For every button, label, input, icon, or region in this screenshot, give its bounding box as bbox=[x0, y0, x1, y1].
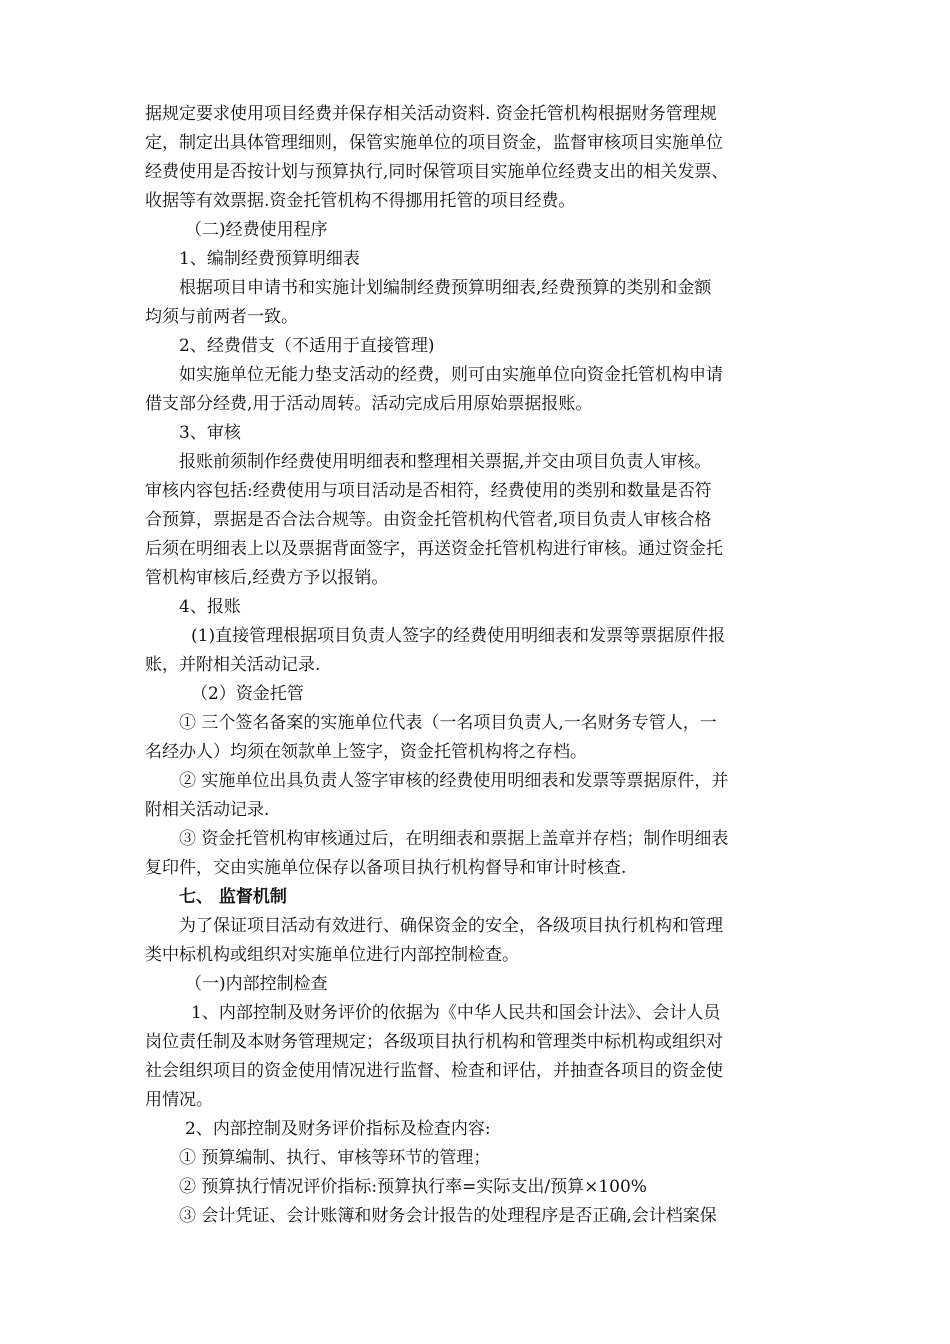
body-line: 定，制定出具体管理细则，保管实施单位的项目资金，监督审核项目实施单位 bbox=[145, 133, 723, 153]
body-line: 用情况。 bbox=[145, 1090, 213, 1110]
body-line: 合预算，票据是否合法合规等。由资金托管机构代管者,项目负责人审核合格 bbox=[145, 510, 712, 530]
body-line: 报账前须制作经费使用明细表和整理相关票据,并交由项目负责人审核。 bbox=[179, 452, 712, 472]
subsection-heading: （二)经费使用程序 bbox=[185, 220, 328, 240]
body-line: 据规定要求使用项目经费并保存相关活动资料. 资金托管机构根据财务管理规 bbox=[145, 104, 717, 124]
body-line: ② 预算执行情况评价指标:预算执行率=实际支出/预算×100% bbox=[179, 1177, 647, 1197]
item-heading: 4、报账 bbox=[179, 597, 241, 617]
body-line: 均须与前两者一致。 bbox=[145, 307, 298, 327]
item-heading: 2、经费借支（不适用于直接管理) bbox=[179, 336, 435, 356]
body-line: 如实施单位无能力垫支活动的经费，则可由实施单位向资金托管机构申请 bbox=[179, 365, 723, 385]
body-line: 账，并附相关活动记录. bbox=[145, 655, 321, 675]
body-line: 社会组织项目的资金使用情况进行监督、检查和评估，并抽查各项目的资金使 bbox=[145, 1061, 723, 1081]
body-line: 审核内容包括:经费使用与项目活动是否相符，经费使用的类别和数量是否符 bbox=[145, 481, 712, 501]
body-line: 管机构审核后,经费方予以报销。 bbox=[145, 568, 389, 588]
body-line: 收据等有效票据.资金托管机构不得挪用托管的项目经费。 bbox=[145, 191, 576, 211]
body-line: ③ 资金托管机构审核通过后，在明细表和票据上盖章并存档；制作明细表 bbox=[179, 829, 729, 849]
body-line: ① 三个签名备案的实施单位代表（一名项目负责人,一名财务专管人，一 bbox=[179, 713, 717, 733]
body-line: ① 预算编制、执行、审核等环节的管理； bbox=[179, 1148, 491, 1168]
body-line: 2、内部控制及财务评价指标及检查内容: bbox=[185, 1119, 491, 1139]
body-line: ③ 会计凭证、会计账簿和财务会计报告的处理程序是否正确,会计档案保 bbox=[179, 1206, 717, 1226]
body-line: ② 实施单位出具负责人签字审核的经费使用明细表和发票等票据原件，并 bbox=[179, 771, 729, 791]
body-line: 附相关活动记录. bbox=[145, 800, 270, 820]
section-heading: 七、 监督机制 bbox=[179, 887, 287, 907]
document-body bbox=[145, 100, 805, 1231]
body-line: 名经办人）均须在领款单上签字，资金托管机构将之存档。 bbox=[145, 742, 587, 762]
body-line: 1、内部控制及财务评价的依据为《中华人民共和国会计法》、会计人员 bbox=[191, 1003, 721, 1023]
subsection-heading: （一)内部控制检查 bbox=[185, 974, 328, 994]
body-line: 借支部分经费,用于活动周转。活动完成后用原始票据报账。 bbox=[145, 394, 593, 414]
body-line: 根据项目申请书和实施计划编制经费预算明细表,经费预算的类别和金额 bbox=[179, 278, 712, 298]
item-heading: 3、审核 bbox=[179, 423, 241, 443]
body-line: 岗位责任制及本财务管理规定；各级项目执行机构和管理类中标机构或组织对 bbox=[145, 1032, 723, 1052]
item-heading: （2）资金托管 bbox=[191, 684, 304, 704]
body-line: 复印件，交由实施单位保存以备项目执行机构督导和审计时核查. bbox=[145, 858, 627, 878]
item-heading: 1、编制经费预算明细表 bbox=[179, 249, 360, 269]
body-line: 为了保证项目活动有效进行、确保资金的安全，各级项目执行机构和管理 bbox=[179, 916, 723, 936]
body-line: 经费使用是否按计划与预算执行,同时保管项目实施单位经费支出的相关发票、 bbox=[145, 162, 729, 182]
body-line: 类中标机构或组织对实施单位进行内部控制检查。 bbox=[145, 945, 519, 965]
body-line: (1)直接管理根据项目负责人签字的经费使用明细表和发票等票据原件报 bbox=[191, 626, 726, 646]
body-line: 后须在明细表上以及票据背面签字，再送资金托管机构进行审核。通过资金托 bbox=[145, 539, 723, 559]
